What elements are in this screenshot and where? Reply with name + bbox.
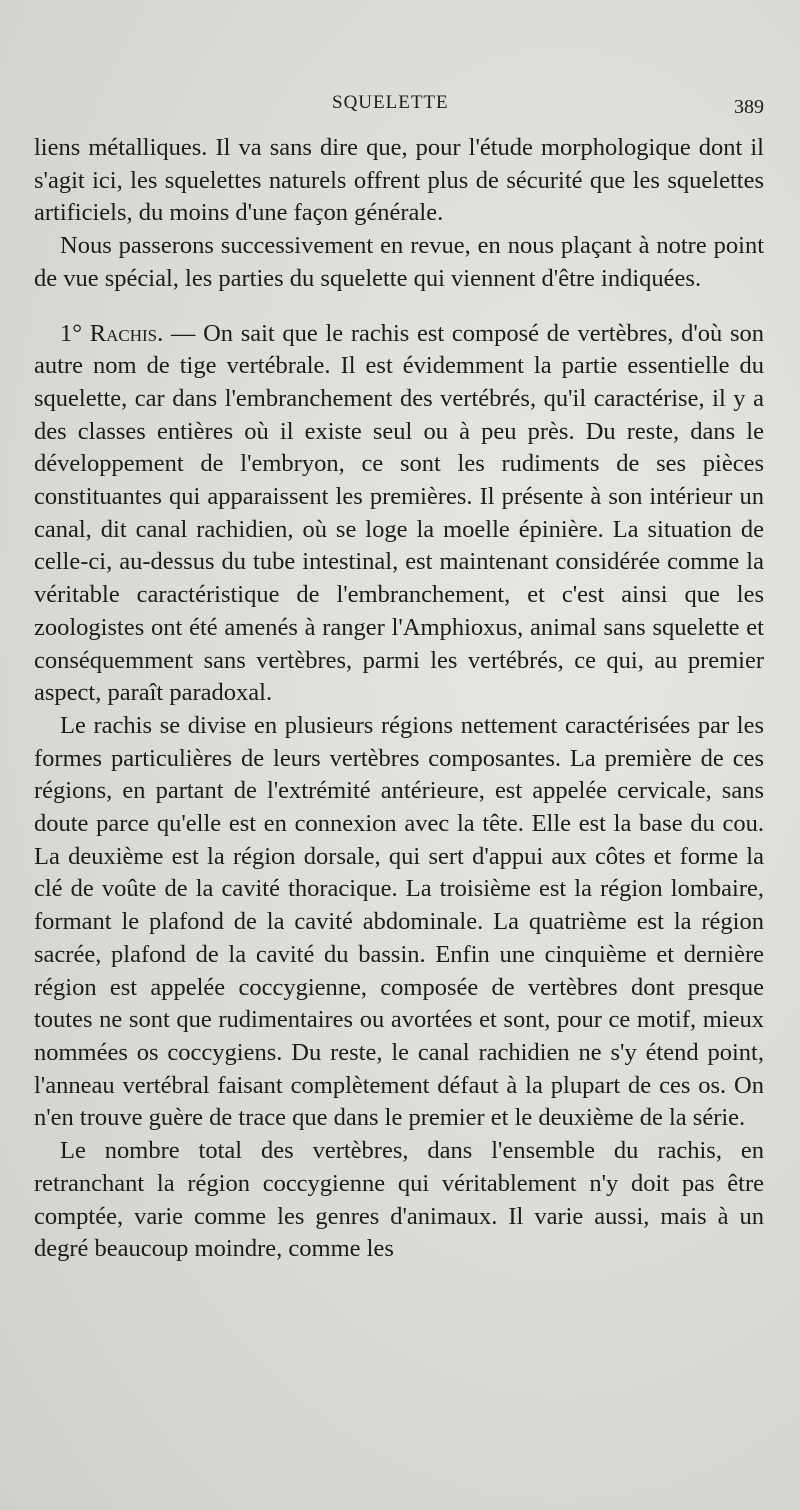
body-text bbox=[34, 132, 764, 1266]
section-paragraph-rachis bbox=[34, 318, 764, 710]
section-number: 1° bbox=[60, 319, 90, 347]
page-number: 389 bbox=[734, 96, 764, 118]
section-heading: Rachis. bbox=[89, 319, 164, 347]
paragraph: Le rachis se divise en plusieurs régions nettement caractérisées par les formes particulières de leurs vertèbres composantes. La première de ces régions, en partant de l'extrémité antérieure, est appelée cervicale, sans doute parce qu'elle est en connexion avec la tête. Elle est la base du cou. La deuxième est la région dorsale, qui sert d'appui aux côtes et forme la clé de voûte de la cavité thoracique. La troisième est la région lombaire, formant le plafond de la cavité abdominale. La quatrième est la région sacrée, plafond de la cavité du bassin. Enfin une cinquième et dernière région est appelée coccygienne, composée de vertèbres dont presque toutes ne sont que rudimentaires ou avortées et sont, pour ce motif, mieux nommées os coccygiens. Du reste, le canal rachidien ne s'y étend point, l'anneau vertébral faisant complètement défaut à la plupart de ces os. On n'en trouve guère de trace que dans le premier et le deuxième de la série. bbox=[34, 711, 764, 1132]
section-body: — On sait que le rachis est composé de vertèbres, d'où son autre nom de tige vertébrale. Il est évidemment la partie essentielle du squelette, car dans l'embranchement des vertébrés, qu'il caractérise, il y a des classes entières où il existe seul ou à peu près. Du reste, dans le développement de l'embryon, ce sont les rudiments de ses pièces constituantes qui apparaissent les premières. Il présente à son intérieur un canal, dit canal rachidien, où se loge la moelle épinière. La situation de celle-ci, au-dessus du tube intestinal, est maintenant considérée comme la véritable caractéristique de l'embranchement, et c'est ainsi que les zoologistes ont été amenés à ranger l'Amphioxus, animal sans squelette et conséquemment sans vertèbres, parmi les vertébrés, ce qui, au premier aspect, paraît paradoxal. bbox=[34, 319, 764, 707]
book-page bbox=[34, 92, 764, 1266]
paragraph-continuation: liens métalliques. Il va sans dire que, pour l'étude morphologique dont il s'agit ici, les squelettes naturels offrent plus de sécurité que les squelettes artificiels, du moins d'une façon générale. bbox=[34, 134, 764, 227]
running-title: SQUELETTE bbox=[332, 92, 449, 113]
paragraph: Nous passerons successivement en revue, en nous plaçant à notre point de vue spécial, les parties du squelette qui viennent d'être indiquées. bbox=[34, 232, 764, 292]
running-head bbox=[34, 92, 764, 132]
paragraph: Le nombre total des vertèbres, dans l'ensemble du rachis, en retranchant la région coccygienne qui véritablement n'y doit pas être comptée, varie comme les genres d'animaux. Il varie aussi, mais à un degré beaucoup moindre, comme les bbox=[34, 1137, 764, 1263]
